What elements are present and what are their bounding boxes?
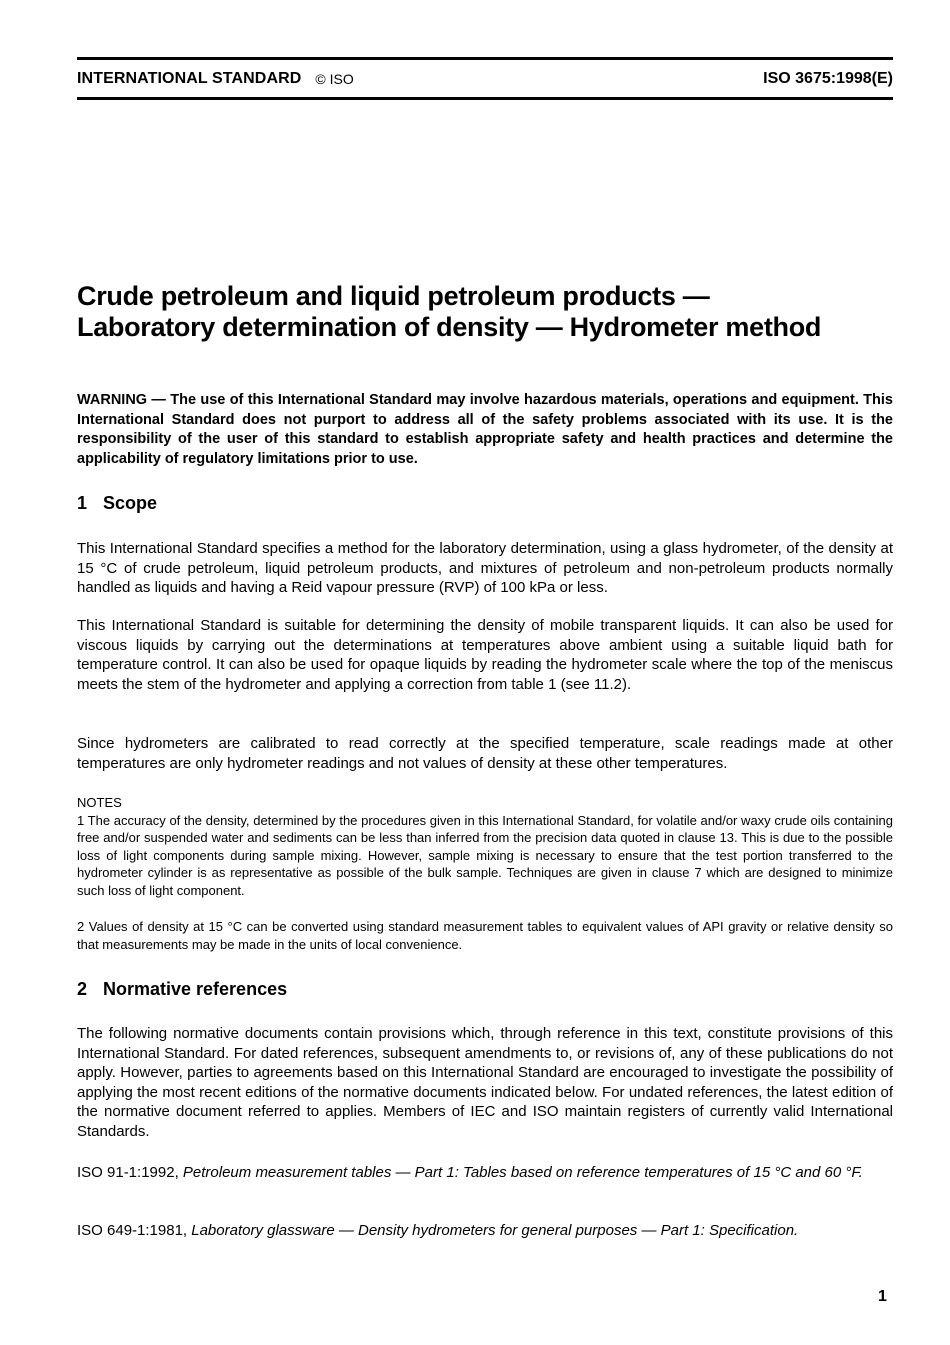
scope-paragraph-1: This International Standard specifies a method for the laboratory determination, using a glass hydrometer, of the density at 15 °C of crude petroleum, liquid petroleum products, and mixtures of petroleum and non-petroleum products normally handled as liquids and having a Reid vapour pressure (RVP) of 100 kPa or less. <box>77 540 893 597</box>
section-1-heading <box>77 493 157 514</box>
note-1: 1 The accuracy of the density, determined by the procedures given in this International Standard, for volatile and/or waxy crude oils containing free and/or suspended water and sediments can be less than inferred from the precision data quoted in clause 13. This is due to the possible loss of light components during sample mixing. However, sample mixing is necessary to ensure that the test portion transferred to the hydrometer cylinder is as representative as possible of the bulk sample. Techniques are given in clause 7 which are designed to minimize such loss of light component. <box>77 812 893 898</box>
note-2: 2 Values of density at 15 °C can be converted using standard measurement tables to equivalent values of API gravity or relative density so that measurements may be made in the units of local convenience. <box>77 919 893 952</box>
document-id: ISO 3675:1998(E) <box>763 70 893 87</box>
section-2-heading <box>77 979 287 1000</box>
title-line-2: Laboratory determination of density — Hydrometer method <box>77 312 822 342</box>
page-number: 1 <box>878 1288 887 1305</box>
copyright-notice: © ISO <box>315 71 354 87</box>
section-1-title: Scope <box>103 493 158 513</box>
reference-title: Petroleum measurement tables — Part 1: Tables based on reference temperatures of 15 °C and 60 °F. <box>182 1164 863 1181</box>
reference-iso-91-1 <box>77 1163 893 1183</box>
notes-heading: NOTES <box>77 795 122 810</box>
safety-warning: WARNING — The use of this International Standard may involve hazardous materials, operations and equipment. This International Standard does not purport to address all of the safety problems associated with its use. It is the responsibility of the user of this standard to establish appropriate safety and health practices and determine the applicability of regulatory limitations prior to use. <box>77 392 893 467</box>
title-line-1: Crude petroleum and liquid petroleum products — <box>77 281 710 311</box>
scope-paragraph-3: Since hydrometers are calibrated to read correctly at the specified temperature, scale readings made at other temperatures are only hydrometer readings and not values of density at these other temperatures. <box>77 735 893 772</box>
document-title <box>77 281 897 343</box>
reference-iso-649-1 <box>77 1221 893 1241</box>
notes-block <box>77 794 893 900</box>
running-header <box>77 68 893 90</box>
section-2-number: 2 <box>77 979 88 999</box>
normative-references-paragraph: The following normative documents contain provisions which, through reference in this text, constitute provisions of this International Standard. For dated references, subsequent amendments to, or revisions of, any of these publications do not apply. However, parties to agreements based on this International Standard are encouraged to investigate the possibility of applying the most recent editions of the normative documents indicated below. For undated references, the latest edition of the normative document referred to applies. Members of IEC and ISO maintain registers of currently valid International Standards. <box>77 1025 893 1140</box>
header-bottom-rule <box>77 97 893 100</box>
section-1-number: 1 <box>77 493 88 513</box>
reference-code: ISO 649-1:1981, <box>77 1222 188 1239</box>
section-2-title: Normative references <box>103 979 288 999</box>
reference-title: Laboratory glassware — Density hydrometers for general purposes — Part 1: Specification. <box>191 1222 799 1239</box>
header-top-rule <box>77 57 893 60</box>
reference-code: ISO 91-1:1992, <box>77 1164 179 1181</box>
standard-label: INTERNATIONAL STANDARD <box>77 70 302 87</box>
scope-paragraph-2: This International Standard is suitable for determining the density of mobile transparent liquids. It can also be used for viscous liquids by carrying out the determinations at temperatures above ambient using a suitable liquid bath for temperature control. It can also be used for opaque liquids by reading the hydrometer scale where the top of the meniscus meets the stem of the hydrometer and applying a correction from table 1 (see 11.2). <box>77 617 893 693</box>
